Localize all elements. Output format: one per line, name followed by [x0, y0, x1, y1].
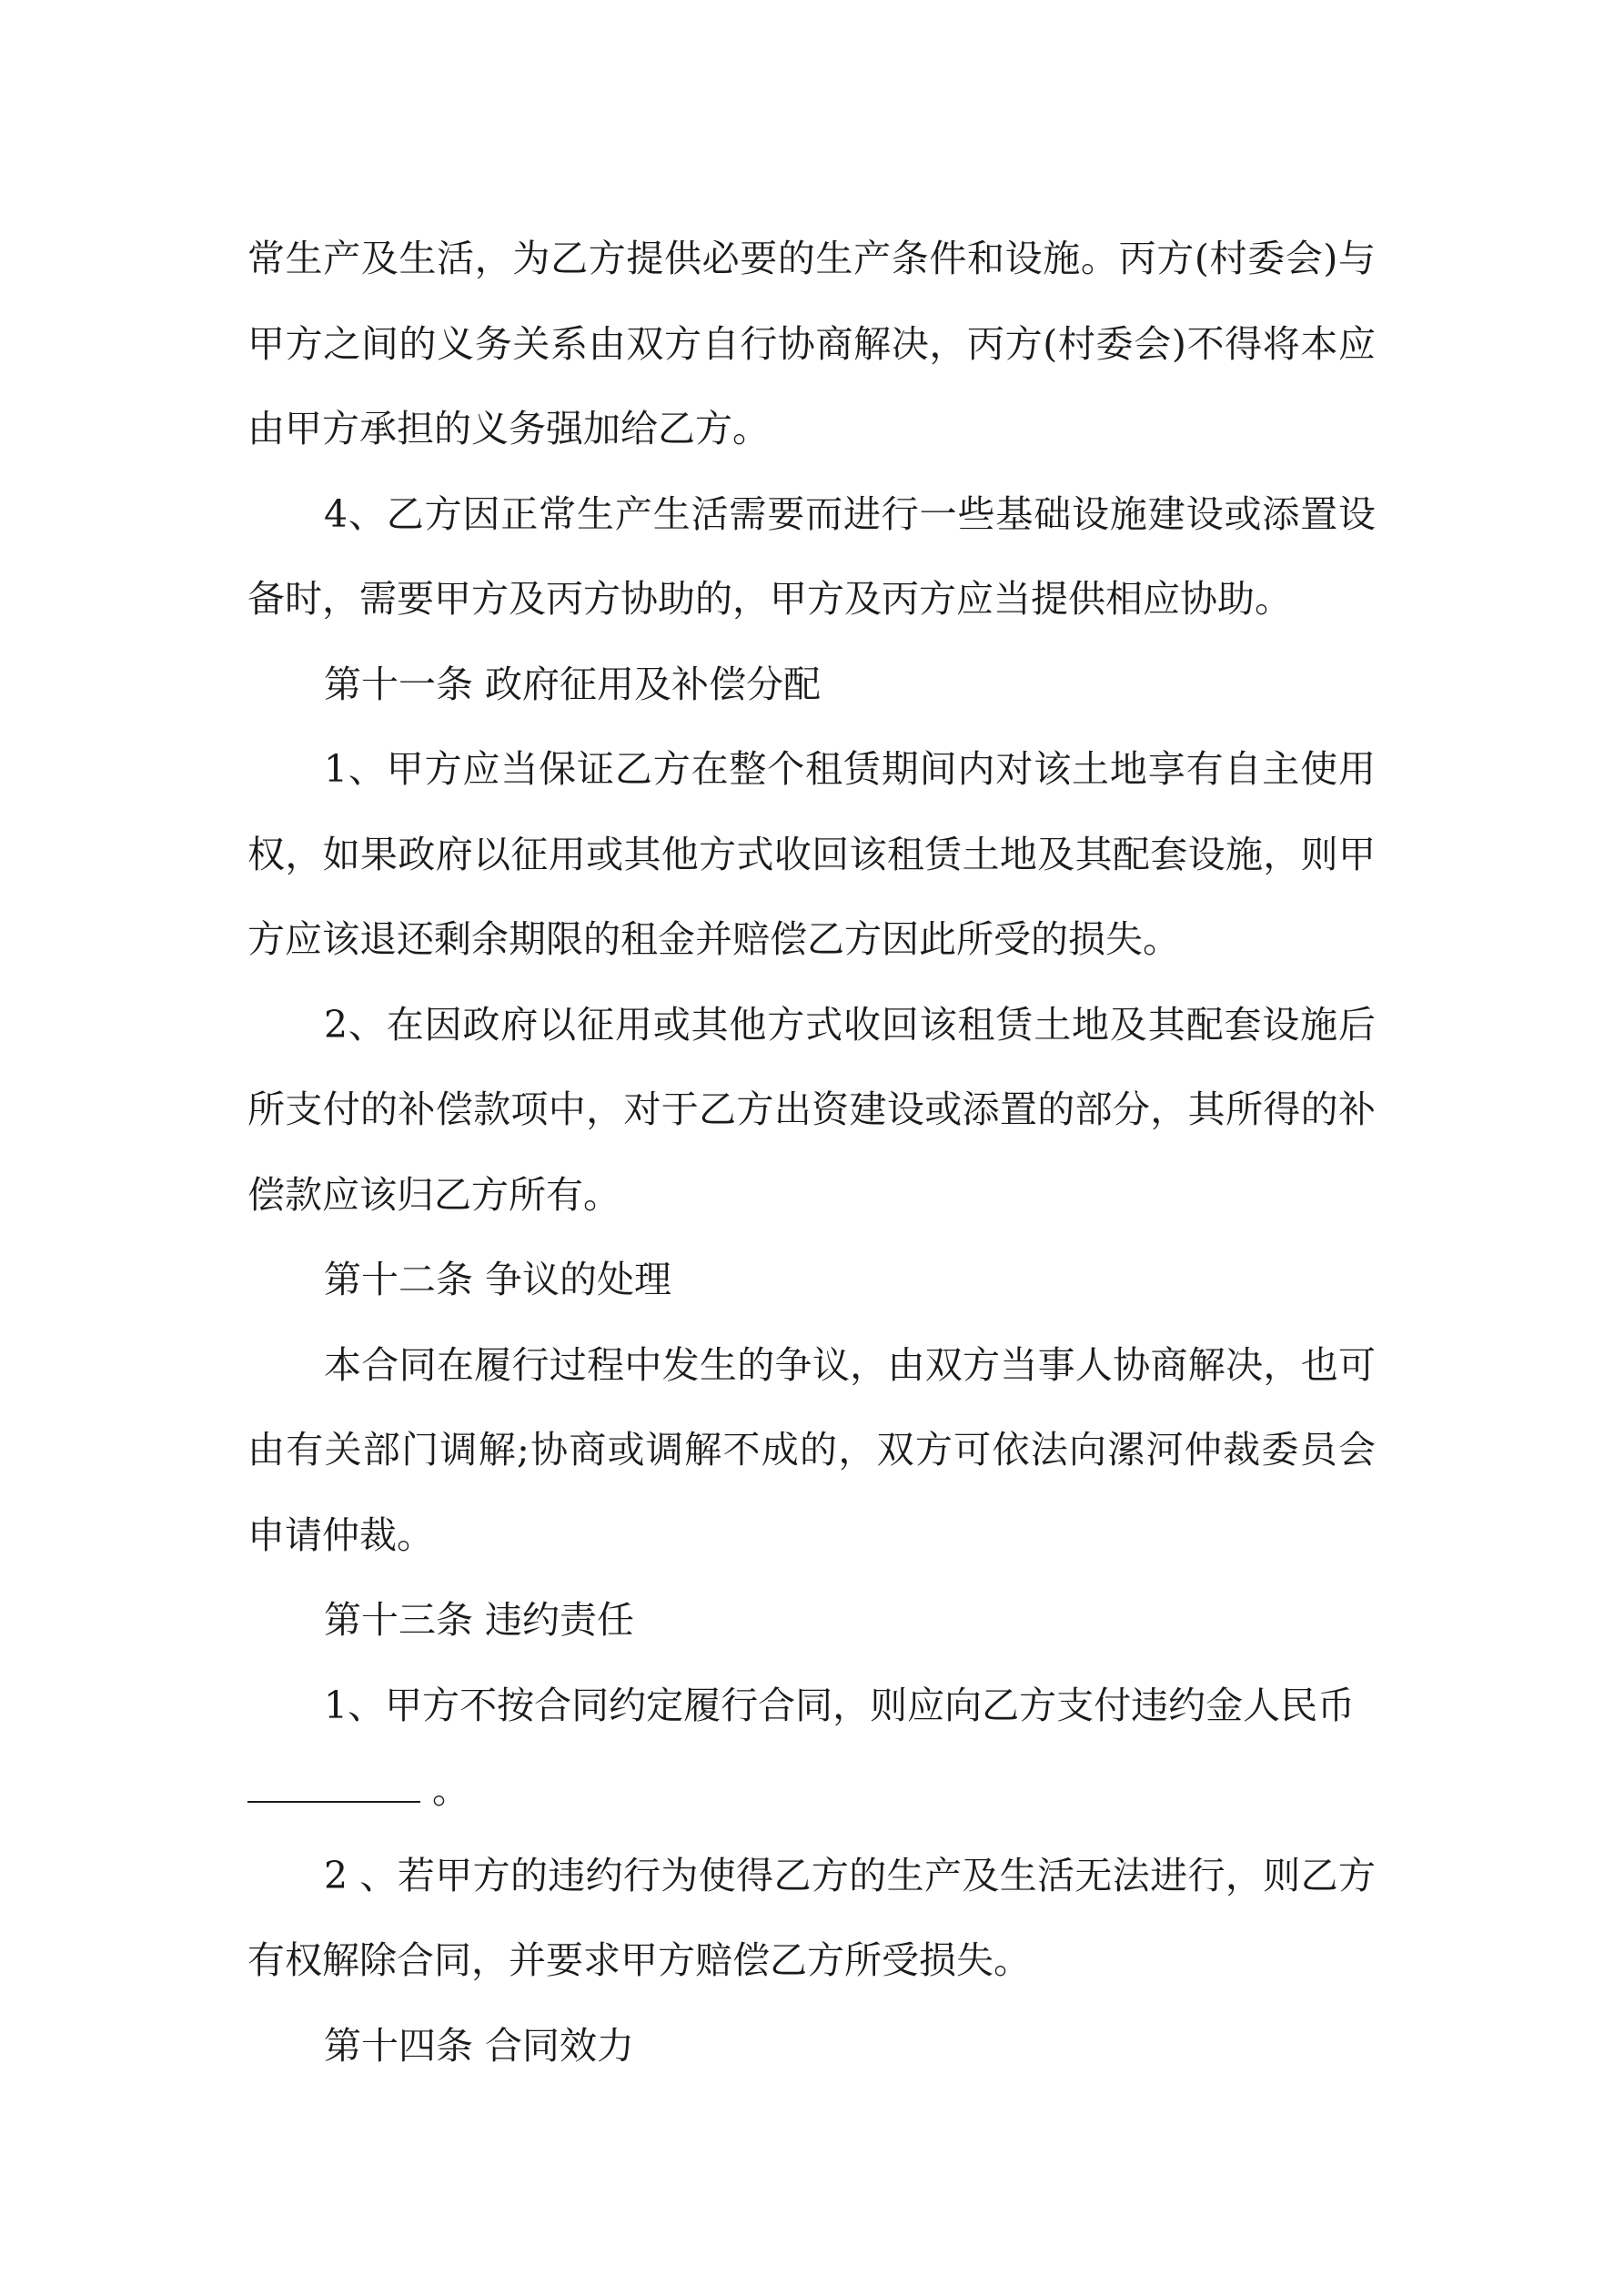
- paragraph-clause-13-item-2: 2 、若甲方的违约行为使得乙方的生产及生活无法进行，则乙方有权解除合同，并要求甲方赔偿乙方所受损失。: [247, 1853, 1376, 1982]
- paragraph-clause-11-item-1: 1、甲方应当保证乙方在整个租赁期间内对该土地享有自主使用权，如果政府以征用或其他方式收回该租赁土地及其配套设施，则甲方应该退还剩余期限的租金并赔偿乙方因此所受的损失。: [247, 747, 1376, 961]
- penalty-amount-end-mark: 。: [432, 1768, 470, 1812]
- penalty-amount-blank: [247, 1774, 420, 1803]
- paragraph-clause-11-item-2: 2、在因政府以征用或其他方式收回该租赁土地及其配套设施后所支付的补偿款项中，对于乙方出资建设或添置的部分，其所得的补偿款应该归乙方所有。: [247, 1002, 1376, 1217]
- paragraph-penalty-amount-line: [247, 1748, 1376, 1834]
- document-body: [247, 217, 1376, 2089]
- heading-article-14: 第十四条 合同效力: [324, 2023, 635, 2068]
- heading-article-12: 第十二条 争议的处理: [324, 1258, 672, 1301]
- paragraph-obligations-continued: 常生产及生活，为乙方提供必要的生产条件和设施。丙方(村委会)与甲方之间的义务关系由双方自行协商解决，丙方(村委会)不得将本应由甲方承担的义务强加给乙方。: [247, 237, 1376, 450]
- paragraph-clause-10-item-4: 4、乙方因正常生产生活需要而进行一些基础设施建设或添置设备时，需要甲方及丙方协助的，甲方及丙方应当提供相应协助。: [247, 491, 1376, 621]
- heading-article-11: 第十一条 政府征用及补偿分配: [324, 662, 822, 706]
- paragraph-clause-12-body: 本合同在履行过程中发生的争议，由双方当事人协商解决，也可由有关部门调解;协商或调解不成的，双方可依法向漯河仲裁委员会申请仲裁。: [247, 1342, 1376, 1557]
- paragraph-clause-13-item-1: 1、甲方不按合同约定履行合同，则应向乙方支付违约金人民币: [324, 1683, 1356, 1727]
- heading-article-13: 第十三条 违约责任: [324, 1598, 635, 1642]
